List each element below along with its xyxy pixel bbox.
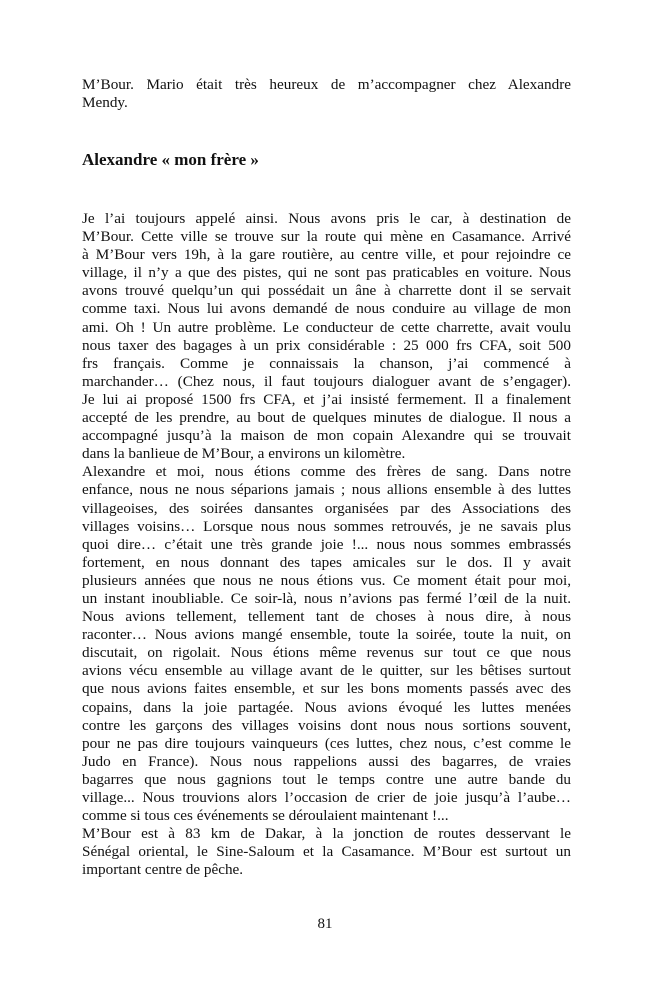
text-line: Alexandre et moi, nous étions comme des frères de sang. Dans notre	[82, 463, 571, 481]
text-line: village, il n’y a que des pistes, qui ne sont pas praticables en voiture. Nous	[82, 264, 571, 282]
text-line: avons trouvé quelqu’un qui possédait un âne à charrette dont il se servait	[82, 282, 571, 300]
text-line: copains, dans la joie partagée. Nous avions évoqué les luttes menées	[82, 698, 571, 716]
text-line: M’Bour. Cette ville se trouve sur la route qui mène en Casamance. Arrivé	[82, 228, 571, 246]
text-line: plusieurs années que nous ne nous étions vus. Ce moment était pour moi,	[82, 571, 571, 589]
paragraph	[82, 463, 571, 825]
text-line: village... Nous trouvions alors l’occasion de crier de joie jusqu’à l’aube…	[82, 789, 571, 806]
text-line: Mendy.	[82, 94, 128, 112]
text-line: raconter… Nous avions mangé ensemble, toute la soirée, toute la nuit, on	[82, 626, 571, 644]
text-line: un instant inoubliable. Ce soir-là, nous n’avions pas fermé l’œil de la nuit.	[82, 589, 571, 607]
text-line: Judo en France). Nous nous rappelions aussi des bagarres, de vraies	[82, 752, 571, 770]
text-line: Sénégal oriental, le Sine-Saloum et la Casamance. M’Bour est surtout un	[82, 843, 571, 861]
text-line: dans la banlieue de M’Bour, a environs un kilomètre.	[82, 445, 406, 463]
text-line: ami. Oh ! Un autre problème. Le conducteur de cette charrette, avait voulu	[82, 318, 571, 336]
body-text	[82, 210, 571, 879]
text-line: M’Bour est à 83 km de Dakar, à la jonction de routes desservant le	[82, 825, 571, 843]
section-heading: Alexandre « mon frère »	[82, 150, 259, 169]
text-line: avions vécu ensemble au village avant de le quitter, sur les bêtises surtout	[82, 662, 571, 680]
text-line: comme si tous ces événements se déroulaient maintenant !...	[82, 807, 449, 825]
text-line: discutait, on rigolait. Nous étions même revenus sur tout ce que nous	[82, 644, 571, 662]
text-line: comme taxi. Nous lui avons demandé de nous conduire au village de mon	[82, 300, 571, 318]
text-line: enfance, nous ne nous séparions jamais ; nous allions ensemble à des luttes	[82, 481, 571, 499]
text-line: contre les garçons des villages voisins dont nous nous sortions souvent,	[82, 716, 571, 734]
text-line: villageoises, des soirées dansantes organisées par des Associations des	[82, 499, 571, 517]
text-line: accompagné jusqu’à la maison de mon copain Alexandre qui se trouvait	[82, 427, 571, 445]
intro-paragraph	[82, 76, 571, 112]
text-line: accepté de les prendre, au bout de quelques minutes de dialogue. Il nous a	[82, 409, 571, 427]
text-line: important centre de pêche.	[82, 861, 244, 879]
text-line: Je lui ai proposé 1500 frs CFA, et j’ai insisté fermement. Il a finalement	[82, 390, 571, 408]
page-number: 81	[317, 916, 333, 932]
text-line: fortement, en nous donnant des tapes amicales sur le dos. Il y avait	[82, 553, 571, 571]
text-line: quoi dire… c’était une très grande joie !... nous nous sommes embrassés	[82, 535, 571, 553]
text-line: Nous avions tellement, tellement tant de choses à nous dire, à nous	[82, 608, 571, 626]
text-line: nous taxer des bagages à un prix considérable : 25 000 frs CFA, soit 500	[82, 336, 571, 354]
text-line: pour ne pas dire toujours vainqueurs (ces luttes, chez nous, c’est comme le	[82, 734, 571, 752]
text-line: que nous avions faites ensemble, et sur les bons moments passés avec des	[82, 680, 571, 698]
text-line: villages voisins… Lorsque nous nous sommes retrouvés, je ne savais plus	[82, 517, 571, 535]
paragraph	[82, 210, 571, 463]
text-line: frs français. Comme je connaissais la chanson, j’ai commencé à	[82, 354, 571, 372]
text-line: marchander… (Chez nous, il faut toujours dialoguer avant de s’engager).	[82, 372, 571, 390]
paragraph	[82, 825, 571, 879]
text-line: Je l’ai toujours appelé ainsi. Nous avons pris le car, à destination de	[82, 210, 571, 227]
text-line: M’Bour. Mario était très heureux de m’accompagner chez Alexandre	[82, 76, 571, 93]
text-line: bagarres que nous gagnions tout le temps contre une autre bande du	[82, 770, 571, 788]
text-line: à M’Bour vers 19h, à la gare routière, au centre ville, et pour rejoindre ce	[82, 246, 571, 264]
